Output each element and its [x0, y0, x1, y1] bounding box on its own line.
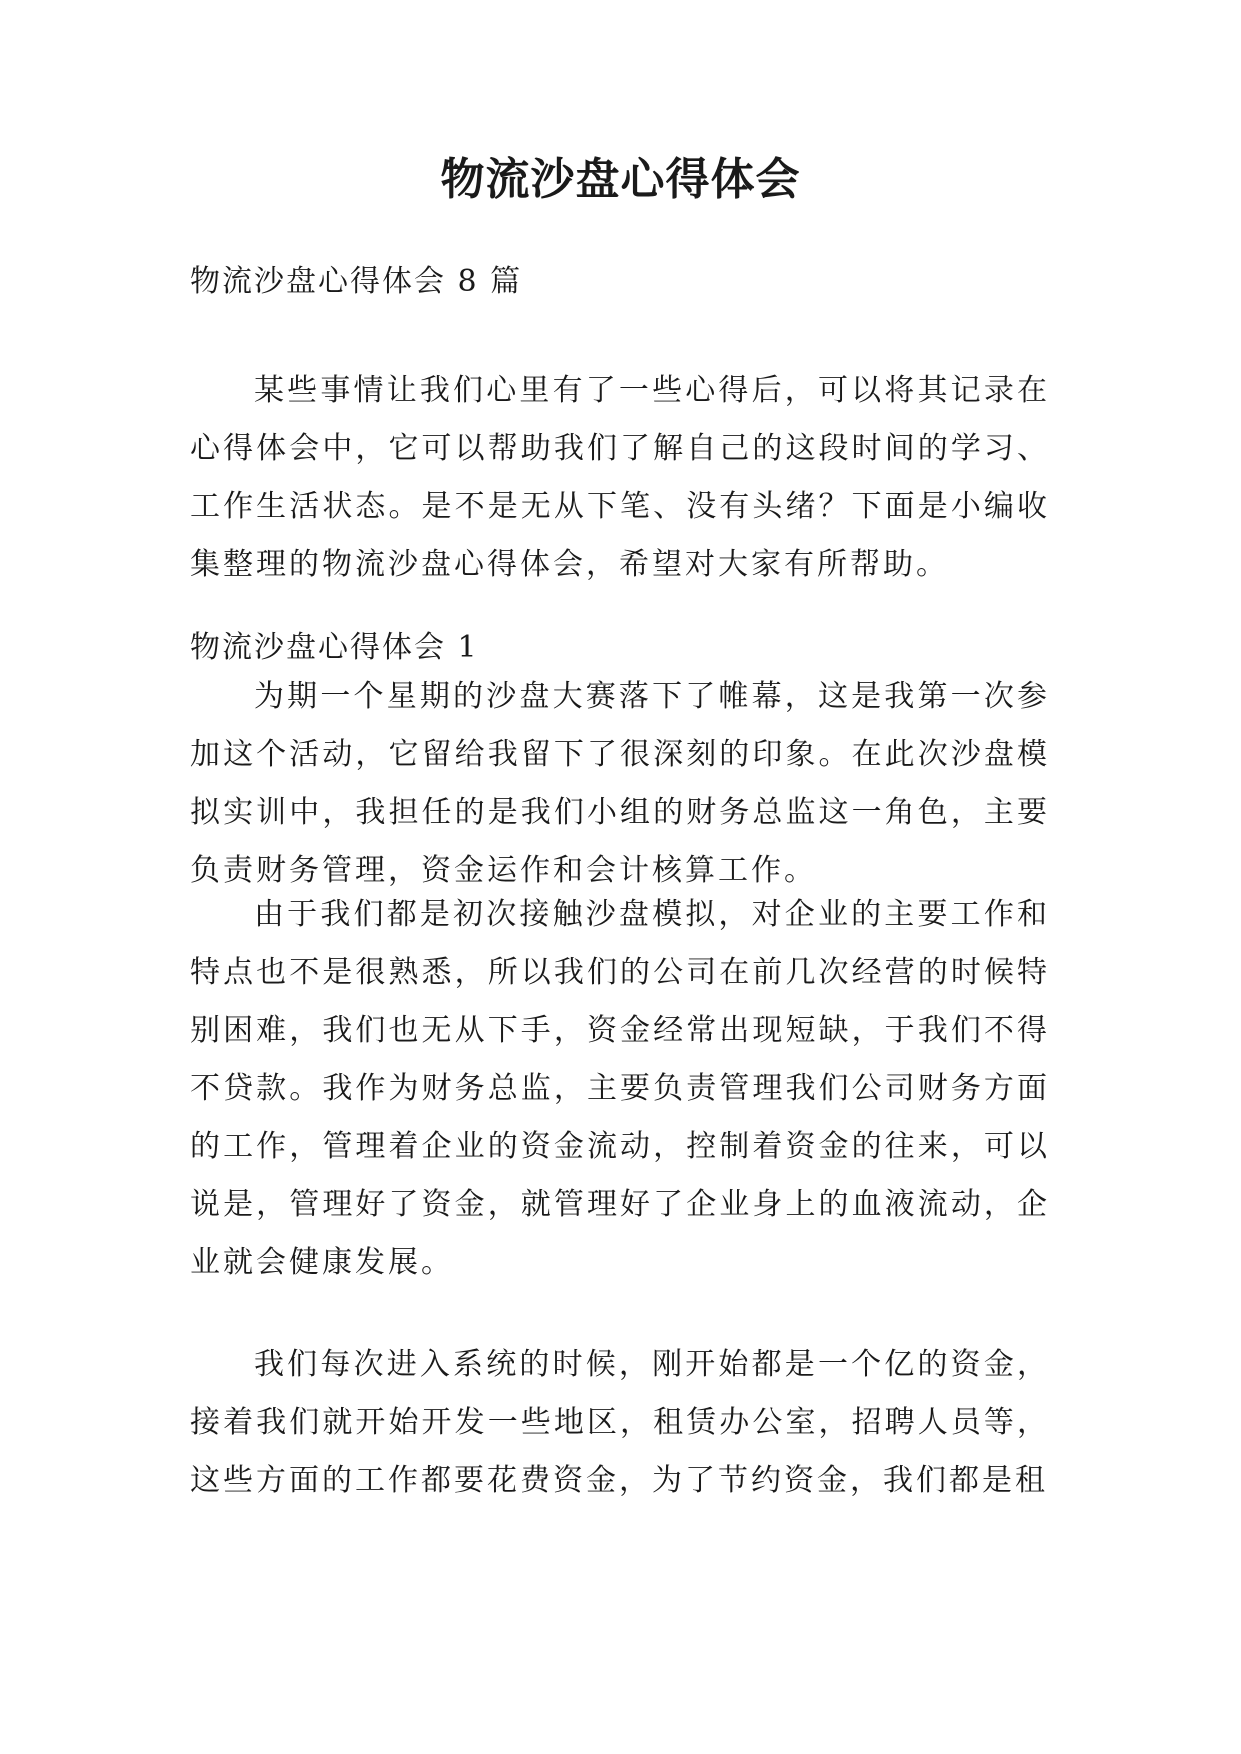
intro-paragraph: 某些事情让我们心里有了一些心得后，可以将其记录在心得体会中，它可以帮助我们了解自己的这段时间的学习、工作生活状态。是不是无从下笔、没有头绪？下面是小编收集整理的物流沙盘心得体会，希望对大家有所帮助。 [190, 373, 1050, 582]
section1-paragraph-3: 我们每次进入系统的时候，刚开始都是一个亿的资金，接着我们就开始开发一些地区，租赁办公室，招聘人员等，这些方面的工作都要花费资金，为了节约资金，我们都是租 [190, 1347, 1050, 1498]
section1-paragraph-1: 为期一个星期的沙盘大赛落下了帷幕，这是我第一次参加这个活动，它留给我留下了很深刻的印象。在此次沙盘模拟实训中，我担任的是我们小组的财务总监这一角色，主要负责财务管理，资金运作和会计核算工作。 [190, 679, 1050, 888]
section1-paragraph-2: 由于我们都是初次接触沙盘模拟，对企业的主要工作和特点也不是很熟悉，所以我们的公司在前几次经营的时候特别困难，我们也无从下手，资金经常出现短缺，于我们不得不贷款。我作为财务总监，主要负责管理我们公司财务方面的工作，管理着企业的资金流动，控制着资金的往来，可以说是，管理好了资金，就管理好了企业身上的血液流动，企业就会健康发展。 [190, 897, 1050, 1280]
document-subtitle: 物流沙盘心得体会 8 篇 [190, 264, 523, 299]
page-title: 物流沙盘心得体会 [440, 154, 801, 205]
section-heading-1: 物流沙盘心得体会 1 [190, 630, 479, 665]
